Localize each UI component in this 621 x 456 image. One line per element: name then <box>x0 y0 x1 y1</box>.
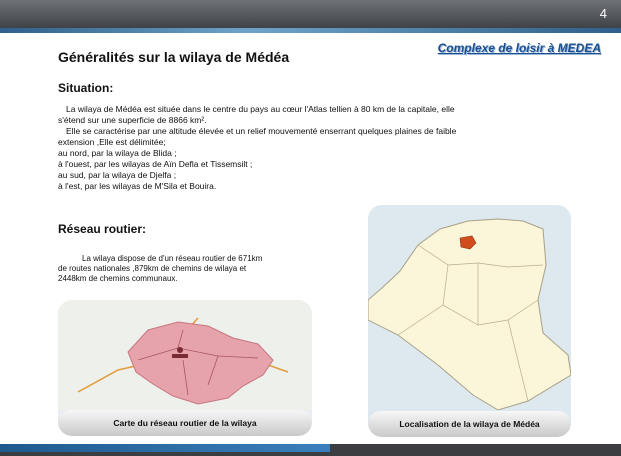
situation-line: Elle se caractérise par une altitude élevée et un relief mouvementé enserrant quelques plaines de faible <box>66 126 457 136</box>
road-map-caption: Carte du réseau routier de la wilaya <box>58 410 312 436</box>
location-map-card <box>368 205 571 437</box>
reseau-line: de routes nationales ,879km de chemins de wilaya et <box>58 264 247 273</box>
situation-line: à l'ouest, par les wilayas de Aïn Defla et Tissemsilt ; <box>58 159 253 169</box>
situation-text <box>58 104 578 192</box>
situation-line: au nord, par la wilaya de Blida ; <box>58 148 177 158</box>
page-number: 4 <box>599 6 607 21</box>
location-map-caption: Localisation de la wilaya de Médéa <box>368 411 571 437</box>
reseau-text <box>58 254 318 284</box>
brand-label: Complexe de loisir à MEDEA <box>437 41 601 55</box>
reseau-line: La wilaya dispose de d'un réseau routier de 671km <box>82 254 263 263</box>
situation-line: à l'est, par les wilayas de M'Sila et Bouira. <box>58 181 217 191</box>
reseau-heading: Réseau routier: <box>58 222 147 236</box>
slide-footer-accent <box>0 444 330 452</box>
situation-heading: Situation: <box>58 81 114 95</box>
situation-line: extension ,Elle est délimitée; <box>58 137 166 147</box>
slide-title: Généralités sur la wilaya de Médéa <box>58 49 290 65</box>
road-map-card <box>58 300 312 436</box>
slide-header-bar <box>0 0 621 28</box>
algeria-location-map <box>368 205 571 410</box>
situation-line: La wilaya de Médéa est située dans le centre du pays au cœur l'Atlas tellien à 80 km de la capitale, elle <box>66 104 455 114</box>
slide-header-accent <box>0 28 621 33</box>
situation-line: au sud, par la wilaya de Djelfa ; <box>58 170 177 180</box>
reseau-line: 2448km de chemins communaux. <box>58 274 178 283</box>
situation-line: s'étend sur une superficie de 8866 km². <box>58 115 207 125</box>
road-map-image <box>58 300 312 410</box>
